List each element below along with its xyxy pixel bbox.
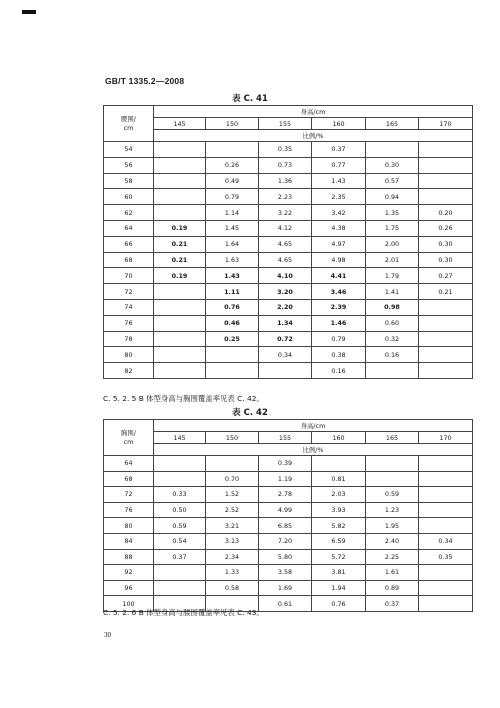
table-row bbox=[104, 268, 473, 284]
table-cell bbox=[419, 518, 473, 534]
table-row bbox=[104, 471, 473, 487]
table-row bbox=[104, 533, 473, 549]
height-header: 165 bbox=[366, 118, 419, 130]
table-cell bbox=[154, 315, 206, 331]
table-cell: 1.14 bbox=[206, 205, 259, 221]
row-label: 56 bbox=[104, 157, 154, 173]
table-cell bbox=[419, 502, 473, 518]
table-cell bbox=[419, 471, 473, 487]
table-c41-title: 表 C. 41 bbox=[232, 94, 268, 104]
row-label: 64 bbox=[104, 456, 154, 472]
row-label: 78 bbox=[104, 331, 154, 347]
table-cell: 0.81 bbox=[312, 471, 366, 487]
table-cell: 1.43 bbox=[206, 268, 259, 284]
table-cell: 2.23 bbox=[259, 189, 312, 205]
table-cell: 2.39 bbox=[312, 299, 366, 315]
clause-c525-text: C. 5. 2. 5 B 体型身高与胸围覆盖率见表 C. 42。 bbox=[103, 394, 264, 403]
table-cell bbox=[154, 284, 206, 300]
row-label: 96 bbox=[104, 580, 154, 596]
table-cell: 3.46 bbox=[312, 284, 366, 300]
table-cell: 1.79 bbox=[366, 268, 419, 284]
table-cell: 2.01 bbox=[366, 252, 419, 268]
table-cell bbox=[419, 299, 473, 315]
table-cell: 0.26 bbox=[419, 220, 473, 236]
table-cell: 2.78 bbox=[259, 487, 312, 503]
height-header: 155 bbox=[259, 118, 312, 130]
row-header-unit: cm bbox=[123, 123, 134, 132]
table-cell: 0.21 bbox=[154, 252, 206, 268]
row-label: 80 bbox=[104, 347, 154, 363]
table-row bbox=[104, 284, 473, 300]
table-cell: 0.37 bbox=[366, 596, 419, 612]
table-cell: 0.21 bbox=[419, 284, 473, 300]
table-cell: 0.77 bbox=[312, 157, 366, 173]
table-cell bbox=[154, 471, 206, 487]
table-row bbox=[104, 299, 473, 315]
height-header: 155 bbox=[259, 432, 312, 444]
table-cell bbox=[419, 363, 473, 379]
table-cell: 0.94 bbox=[366, 189, 419, 205]
table-c41 bbox=[103, 105, 473, 379]
table-row bbox=[104, 565, 473, 581]
row-label: 58 bbox=[104, 173, 154, 189]
table-cell: 5.72 bbox=[312, 549, 366, 565]
table-cell bbox=[419, 565, 473, 581]
table-cell: 0.30 bbox=[419, 236, 473, 252]
row-label: 72 bbox=[104, 284, 154, 300]
table-cell: 1.35 bbox=[366, 205, 419, 221]
table-cell bbox=[419, 189, 473, 205]
row-label: 64 bbox=[104, 220, 154, 236]
table-cell bbox=[154, 580, 206, 596]
table-row bbox=[104, 189, 473, 205]
table-row bbox=[104, 456, 473, 472]
row-label: 84 bbox=[104, 533, 154, 549]
table-row bbox=[104, 236, 473, 252]
table-cell bbox=[366, 142, 419, 158]
table-cell bbox=[154, 363, 206, 379]
standard-number-header: GB/T 1335.2—2008 bbox=[105, 76, 185, 86]
table-cell: 2.40 bbox=[366, 533, 419, 549]
table-cell: 5.80 bbox=[259, 549, 312, 565]
table-cell: 1.61 bbox=[366, 565, 419, 581]
table-cell: 2.03 bbox=[312, 487, 366, 503]
table-cell: 7.20 bbox=[259, 533, 312, 549]
table-cell bbox=[419, 580, 473, 596]
table-cell bbox=[206, 142, 259, 158]
height-header: 150 bbox=[206, 432, 259, 444]
table-cell bbox=[154, 331, 206, 347]
table-cell: 0.60 bbox=[366, 315, 419, 331]
table-cell: 4.98 bbox=[312, 252, 366, 268]
table-cell bbox=[366, 363, 419, 379]
table-cell: 3.13 bbox=[206, 533, 259, 549]
table-cell: 0.46 bbox=[206, 315, 259, 331]
table-cell: 6.59 bbox=[312, 533, 366, 549]
table-row bbox=[104, 157, 473, 173]
table-cell: 1.23 bbox=[366, 502, 419, 518]
row-label: 70 bbox=[104, 268, 154, 284]
table-cell: 1.52 bbox=[206, 487, 259, 503]
table-cell: 0.50 bbox=[154, 502, 206, 518]
table-c41-group-header: 身高/cm bbox=[154, 106, 473, 118]
row-label: 92 bbox=[104, 565, 154, 581]
table-cell: 0.27 bbox=[419, 268, 473, 284]
row-header-label: 腰围/ bbox=[121, 114, 136, 123]
table-cell bbox=[154, 347, 206, 363]
table-cell: 0.98 bbox=[366, 299, 419, 315]
table-cell bbox=[366, 471, 419, 487]
table-cell: 0.20 bbox=[419, 205, 473, 221]
table-cell bbox=[419, 157, 473, 173]
row-label: 68 bbox=[104, 252, 154, 268]
table-c42-title: 表 C. 42 bbox=[232, 408, 268, 418]
table-cell bbox=[419, 347, 473, 363]
table-row bbox=[104, 220, 473, 236]
row-label: 82 bbox=[104, 363, 154, 379]
table-cell: 0.35 bbox=[419, 549, 473, 565]
table-cell: 0.38 bbox=[312, 347, 366, 363]
row-header-label: 胸围/ bbox=[121, 428, 136, 437]
row-label: 76 bbox=[104, 315, 154, 331]
table-row bbox=[104, 487, 473, 503]
table-cell: 5.82 bbox=[312, 518, 366, 534]
table-cell bbox=[419, 456, 473, 472]
table-c41-row-header bbox=[104, 106, 154, 142]
table-cell: 3.22 bbox=[259, 205, 312, 221]
table-cell: 0.32 bbox=[366, 331, 419, 347]
table-cell: 4.99 bbox=[259, 502, 312, 518]
table-cell: 3.81 bbox=[312, 565, 366, 581]
table-cell: 0.35 bbox=[259, 142, 312, 158]
table-cell: 0.72 bbox=[259, 331, 312, 347]
table-cell: 0.19 bbox=[154, 220, 206, 236]
table-cell bbox=[154, 565, 206, 581]
table-cell: 1.45 bbox=[206, 220, 259, 236]
table-cell: 0.21 bbox=[154, 236, 206, 252]
row-label: 60 bbox=[104, 189, 154, 205]
table-cell: 1.94 bbox=[312, 580, 366, 596]
height-header: 160 bbox=[312, 432, 366, 444]
table-c42 bbox=[103, 419, 473, 612]
table-cell: 0.57 bbox=[366, 173, 419, 189]
table-cell: 0.16 bbox=[366, 347, 419, 363]
table-cell: 0.37 bbox=[154, 549, 206, 565]
table-cell: 0.76 bbox=[206, 299, 259, 315]
table-cell: 0.19 bbox=[154, 268, 206, 284]
table-cell: 1.69 bbox=[259, 580, 312, 596]
table-cell bbox=[154, 157, 206, 173]
table-row bbox=[104, 549, 473, 565]
table-cell: 1.41 bbox=[366, 284, 419, 300]
table-cell: 0.54 bbox=[154, 533, 206, 549]
table-row bbox=[104, 173, 473, 189]
table-cell: 1.46 bbox=[312, 315, 366, 331]
row-label: 72 bbox=[104, 487, 154, 503]
table-row bbox=[104, 347, 473, 363]
table-cell bbox=[366, 456, 419, 472]
table-cell: 0.79 bbox=[312, 331, 366, 347]
table-cell: 0.39 bbox=[259, 456, 312, 472]
table-cell: 1.64 bbox=[206, 236, 259, 252]
height-header: 170 bbox=[419, 432, 473, 444]
table-cell: 0.25 bbox=[206, 331, 259, 347]
table-cell bbox=[154, 299, 206, 315]
height-header: 160 bbox=[312, 118, 366, 130]
table-row bbox=[104, 580, 473, 596]
table-cell bbox=[419, 487, 473, 503]
table-cell: 2.34 bbox=[206, 549, 259, 565]
table-cell: 1.75 bbox=[366, 220, 419, 236]
table-cell: 3.93 bbox=[312, 502, 366, 518]
table-cell: 1.33 bbox=[206, 565, 259, 581]
table-cell: 0.79 bbox=[206, 189, 259, 205]
row-label: 80 bbox=[104, 518, 154, 534]
height-header: 150 bbox=[206, 118, 259, 130]
table-cell bbox=[206, 347, 259, 363]
table-row bbox=[104, 315, 473, 331]
table-row bbox=[104, 142, 473, 158]
table-cell: 3.21 bbox=[206, 518, 259, 534]
table-cell: 0.34 bbox=[419, 533, 473, 549]
table-cell: 0.26 bbox=[206, 157, 259, 173]
row-label: 54 bbox=[104, 142, 154, 158]
table-c42-unit-row: 比例/% bbox=[154, 444, 473, 456]
table-c42-row-header bbox=[104, 420, 154, 456]
table-cell: 2.00 bbox=[366, 236, 419, 252]
table-cell: 4.97 bbox=[312, 236, 366, 252]
table-cell bbox=[154, 456, 206, 472]
table-cell bbox=[154, 142, 206, 158]
page-number: 30 bbox=[104, 631, 111, 639]
table-cell bbox=[154, 189, 206, 205]
table-cell bbox=[154, 205, 206, 221]
table-cell bbox=[419, 315, 473, 331]
table-cell: 0.16 bbox=[312, 363, 366, 379]
row-label: 66 bbox=[104, 236, 154, 252]
table-row bbox=[104, 363, 473, 379]
table-row bbox=[104, 518, 473, 534]
row-label: 88 bbox=[104, 549, 154, 565]
table-cell: 6.85 bbox=[259, 518, 312, 534]
table-cell bbox=[312, 456, 366, 472]
table-cell bbox=[419, 173, 473, 189]
table-cell: 0.73 bbox=[259, 157, 312, 173]
table-cell: 1.43 bbox=[312, 173, 366, 189]
table-cell bbox=[206, 363, 259, 379]
table-cell bbox=[419, 142, 473, 158]
table-cell: 2.25 bbox=[366, 549, 419, 565]
row-label: 76 bbox=[104, 502, 154, 518]
table-row bbox=[104, 502, 473, 518]
table-cell bbox=[206, 456, 259, 472]
row-header-unit: cm bbox=[123, 437, 134, 446]
table-cell: 0.58 bbox=[206, 580, 259, 596]
table-cell: 0.70 bbox=[206, 471, 259, 487]
table-cell: 1.34 bbox=[259, 315, 312, 331]
table-cell: 0.76 bbox=[312, 596, 366, 612]
table-row bbox=[104, 205, 473, 221]
table-row bbox=[104, 252, 473, 268]
table-cell: 2.20 bbox=[259, 299, 312, 315]
height-header: 145 bbox=[154, 432, 206, 444]
table-cell: 0.61 bbox=[259, 596, 312, 612]
table-cell: 3.42 bbox=[312, 205, 366, 221]
row-label: 100 bbox=[104, 596, 154, 612]
table-cell bbox=[259, 363, 312, 379]
table-cell: 4.65 bbox=[259, 252, 312, 268]
table-cell: 1.36 bbox=[259, 173, 312, 189]
table-c41-unit-row: 比例/% bbox=[154, 130, 473, 142]
row-label: 62 bbox=[104, 205, 154, 221]
table-cell: 2.52 bbox=[206, 502, 259, 518]
height-header: 170 bbox=[419, 118, 473, 130]
table-cell bbox=[154, 173, 206, 189]
table-cell: 0.34 bbox=[259, 347, 312, 363]
page-corner-mark bbox=[22, 10, 36, 14]
table-cell: 0.30 bbox=[366, 157, 419, 173]
row-label: 74 bbox=[104, 299, 154, 315]
table-c42-group-header: 身高/cm bbox=[154, 420, 473, 432]
table-cell: 0.33 bbox=[154, 487, 206, 503]
table-cell: 0.59 bbox=[154, 518, 206, 534]
table-cell: 0.49 bbox=[206, 173, 259, 189]
table-cell: 0.30 bbox=[419, 252, 473, 268]
table-cell: 4.10 bbox=[259, 268, 312, 284]
table-cell: 1.11 bbox=[206, 284, 259, 300]
table-cell: 0.37 bbox=[312, 142, 366, 158]
table-row bbox=[104, 331, 473, 347]
table-cell: 4.41 bbox=[312, 268, 366, 284]
table-cell: 4.38 bbox=[312, 220, 366, 236]
height-header: 145 bbox=[154, 118, 206, 130]
clause-c526-text: C. 5. 2. 6 B 体型身高与腰围覆盖率见表 C. 43。 bbox=[103, 608, 264, 617]
table-cell: 0.59 bbox=[366, 487, 419, 503]
table-cell: 1.95 bbox=[366, 518, 419, 534]
table-cell: 4.12 bbox=[259, 220, 312, 236]
table-cell: 3.20 bbox=[259, 284, 312, 300]
table-cell: 0.89 bbox=[366, 580, 419, 596]
table-cell: 1.63 bbox=[206, 252, 259, 268]
table-cell: 4.65 bbox=[259, 236, 312, 252]
height-header: 165 bbox=[366, 432, 419, 444]
row-label: 68 bbox=[104, 471, 154, 487]
table-cell bbox=[419, 596, 473, 612]
table-cell: 2.35 bbox=[312, 189, 366, 205]
table-cell bbox=[419, 331, 473, 347]
table-cell: 3.58 bbox=[259, 565, 312, 581]
table-cell: 1.19 bbox=[259, 471, 312, 487]
